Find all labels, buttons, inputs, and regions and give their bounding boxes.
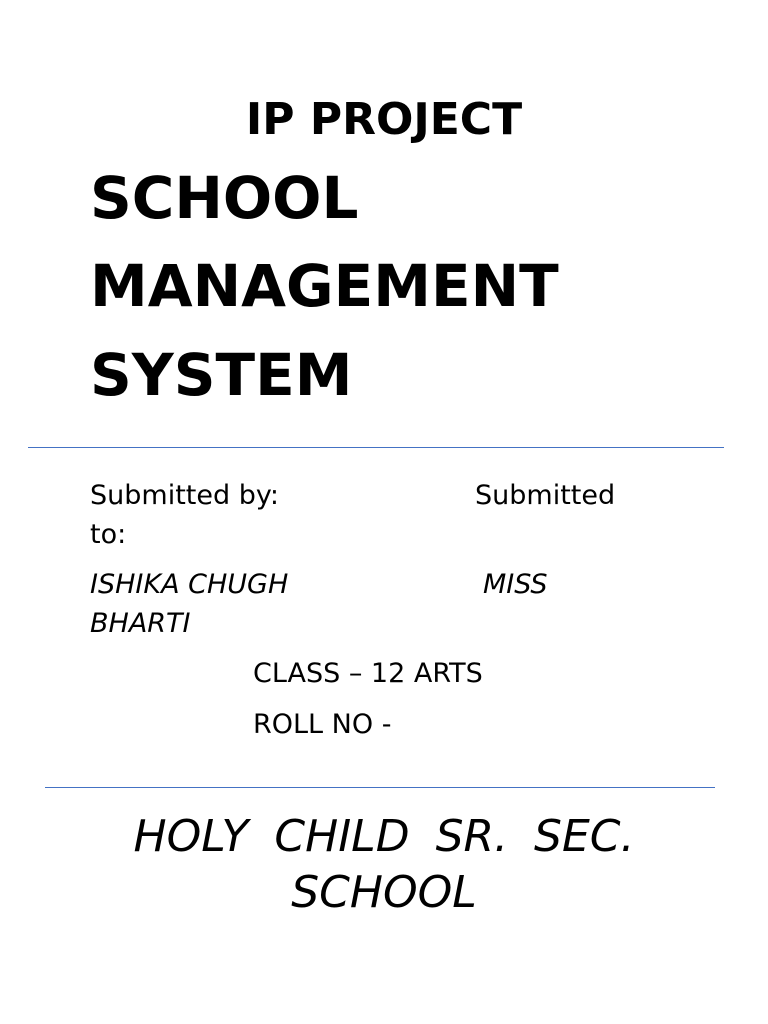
student-name: ISHIKA CHUGH (90, 569, 289, 600)
school-name-line-2: SCHOOL (291, 867, 477, 918)
top-divider (28, 447, 724, 448)
teacher-name-continued: BHARTI (90, 608, 191, 639)
teacher-name: MISS (483, 569, 548, 600)
project-title-line-2: MANAGEMENT (90, 252, 559, 320)
project-subject-heading: IP PROJECT (245, 94, 523, 145)
bottom-divider (45, 787, 715, 788)
project-title-line-3: SYSTEM (90, 341, 353, 409)
project-title-line-1: SCHOOL (90, 164, 359, 232)
submitted-to-label: Submitted (475, 480, 616, 511)
roll-number: ROLL NO - (253, 709, 392, 740)
class-info: CLASS – 12 ARTS (253, 658, 483, 689)
school-name-line-1: HOLY CHILD SR. SEC. (133, 811, 635, 862)
submitted-to-label-continued: to: (90, 519, 127, 550)
submitted-by-label: Submitted by: (90, 480, 279, 511)
